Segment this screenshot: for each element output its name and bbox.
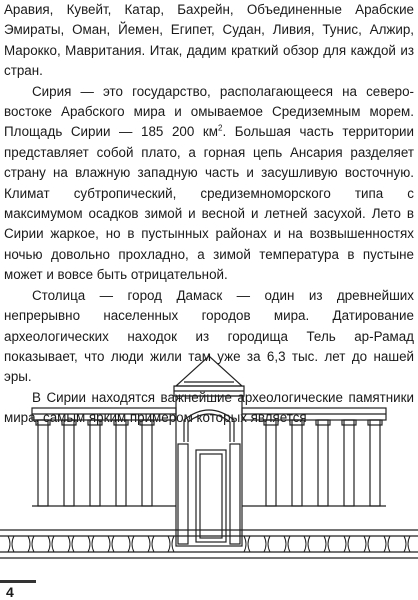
superscript-two: 2 [217,123,223,133]
syria-geography-text-b: . Большая часть территории представляет собой плато, а горная цепь Ансария разделяет страну на влажную западную часть и засушливую восточную. Климат субтропический, средиземноморского типа с максимумом осадков зимой и весной и летней засухой. Лето в Сирии жаркое, но в пустынных районах и на возвышенностях ночью довольно прохладно, а зимой температура в пустыне может и вовсе быть отрицательной. [4,124,414,283]
palmyra-temple-illustration [0,348,418,573]
page-number-bar [0,580,36,583]
paragraph-countries: Аравия, Кувейт, Катар, Бахрейн, Объединенные Арабские Эмираты, Оман, Йемен, Египет, Судан, Ливия, Тунис, Алжир, Марокко, Мавритания. Итак, дадим краткий обзор для каждой из стран. [4,2,414,79]
paragraph-syria-geography [4,82,414,286]
paragraph-monuments: В Сирии находятся важнейшие археологические памятники мира, самым ярким примером которых является [4,389,414,426]
syria-geography-text-a: Сирия — это государство, располагающееся на северо-востоке Арабского мира и омываемое Средиземным морем. Площадь Сирии — 185 200 км [4,83,414,140]
paragraph-damascus: Столица — город Дамаск — один из древнейших непрерывно населенных городов мира. Датирование археологических находок из городища Тель ар-Рамад показывает, что люди жили там уже за 6,3 тыс. лет до нашей эры. [4,287,414,385]
page-number: 4 [6,584,14,600]
